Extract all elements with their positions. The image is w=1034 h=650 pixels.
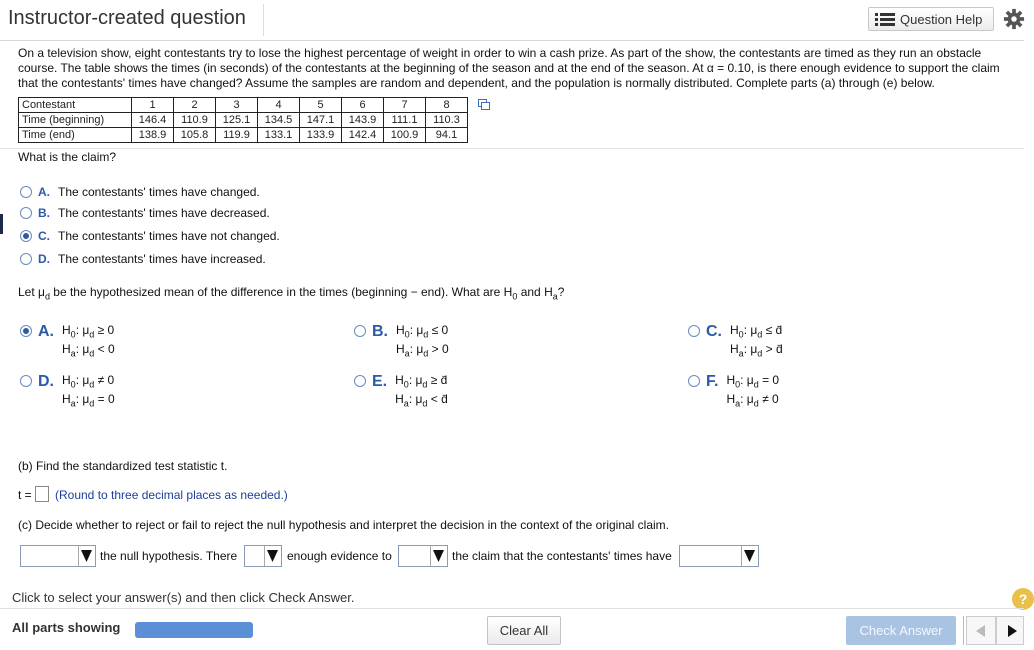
table-cell: 110.9 xyxy=(174,113,216,128)
clear-all-button[interactable]: Clear All xyxy=(487,616,561,645)
hypothesis-option-f[interactable] xyxy=(688,371,779,409)
radio-button[interactable] xyxy=(688,325,700,337)
h0-value: = 0 xyxy=(762,373,780,387)
table-cell: 133.9 xyxy=(300,128,342,143)
row-label: Contestant xyxy=(19,98,132,113)
is-is-not-dropdown[interactable] xyxy=(244,545,282,567)
parts-label: All parts showing xyxy=(12,620,121,635)
h0-value: ≤ d̄ xyxy=(765,323,783,337)
prompt-part: ? xyxy=(557,285,565,299)
rounding-hint: (Round to three decimal places as needed.) xyxy=(55,488,288,502)
problem-statement: On a television show, eight contestants try to lose the highest percentage of weight in order to win a cash prize. As part of the show, the contestants are timed as they run an obstacle course. The table shows the times (in seconds) of the contestants at the beginning of the season and at the end of the season. At α = 0.10, is there enough evidence to support the claim that the contestants' times have changed? Assume the samples are random and dependent, and the population is normally distributed. Complete parts (a) through (e) below. xyxy=(18,46,1000,90)
hypotheses-question xyxy=(18,285,564,301)
h0-value: ≥ d̄ xyxy=(430,373,448,387)
table-cell: 119.9 xyxy=(216,128,258,143)
copy-data-icon[interactable] xyxy=(478,99,490,110)
chevron-down-icon xyxy=(744,550,755,562)
radio-button[interactable] xyxy=(354,375,366,387)
table-cell: 94.1 xyxy=(426,128,468,143)
hypothesis-option-e[interactable] xyxy=(354,371,448,409)
radio-button[interactable] xyxy=(20,375,32,387)
hypothesis-option-c[interactable] xyxy=(688,321,783,359)
check-answer-button[interactable]: Check Answer xyxy=(846,616,956,645)
table-cell: 5 xyxy=(300,98,342,113)
footer-divider xyxy=(0,608,1024,609)
option-letter: D. xyxy=(38,252,50,266)
list-icon xyxy=(875,13,895,26)
table-cell: 133.1 xyxy=(258,128,300,143)
claim-option-c[interactable] xyxy=(20,229,280,243)
chevron-down-icon xyxy=(81,550,92,562)
table-cell: 111.1 xyxy=(384,113,426,128)
table-cell: 1 xyxy=(132,98,174,113)
right-arrow-icon xyxy=(1008,625,1017,637)
table-cell: 134.5 xyxy=(258,113,300,128)
previous-button[interactable] xyxy=(966,616,996,645)
table-cell: 100.9 xyxy=(384,128,426,143)
hypothesis-pair: $H_0$: $\mu_d$ ≥ d̄ $H_a$: $\mu_d$ < d̄ xyxy=(395,373,448,409)
left-edge-marker xyxy=(0,214,3,234)
part-c-question: (c) Decide whether to reject or fail to reject the null hypothesis and interpret the decision in the context of the original claim. xyxy=(18,518,670,532)
dropdown-arrow-box xyxy=(430,546,447,566)
ha-value: > d̄ xyxy=(765,342,783,356)
ha-value: < d̄ xyxy=(430,392,448,406)
prompt-part: and H xyxy=(517,285,553,299)
dropdown-arrow-box xyxy=(264,546,281,566)
table-row xyxy=(19,128,468,143)
ha-value: = 0 xyxy=(97,392,115,406)
option-text: The contestants' times have changed. xyxy=(58,185,260,199)
table-cell: 105.8 xyxy=(174,128,216,143)
option-letter: C. xyxy=(706,323,722,340)
option-letter: C. xyxy=(38,229,50,243)
radio-button[interactable] xyxy=(354,325,366,337)
table-cell: 8 xyxy=(426,98,468,113)
option-text: The contestants' times have not changed. xyxy=(58,229,280,243)
radio-button[interactable] xyxy=(20,253,32,265)
instruction-message: Click to select your answer(s) and then click Check Answer. xyxy=(12,590,355,605)
table-cell: 146.4 xyxy=(132,113,174,128)
h0-value: ≠ 0 xyxy=(97,373,115,387)
table-cell: 138.9 xyxy=(132,128,174,143)
h0-value: ≥ 0 xyxy=(97,323,115,337)
table-cell: 110.3 xyxy=(426,113,468,128)
claim-conclusion-dropdown[interactable] xyxy=(679,545,759,567)
header-bar xyxy=(0,0,1024,41)
table-cell: 143.9 xyxy=(342,113,384,128)
left-arrow-icon xyxy=(976,625,985,637)
help-icon[interactable]: ? xyxy=(1012,588,1034,610)
hypothesis-pair: $H_0$: $\mu_d \ne 0$ $H_a$: $\mu_d = 0$ xyxy=(62,373,115,409)
progress-bar xyxy=(135,622,253,638)
prompt-part: be the hypothesized mean of the difference in the times (beginning − end). What are H xyxy=(49,285,513,299)
prompt-sub: d xyxy=(44,291,50,302)
hypothesis-option-d[interactable] xyxy=(20,371,115,409)
option-letter: A. xyxy=(38,323,54,340)
row-label: Time (beginning) xyxy=(19,113,132,128)
part-b-question: (b) Find the standardized test statistic t. xyxy=(18,459,228,473)
option-letter: A. xyxy=(38,185,50,199)
radio-button-selected[interactable] xyxy=(20,230,32,242)
option-text: The contestants' times have decreased. xyxy=(58,206,270,220)
prompt-sub: 0 xyxy=(512,291,518,302)
hypothesis-option-b[interactable] xyxy=(354,321,449,359)
hypothesis-pair: $H_0$: $\mu_d$ ≤ d̄ $H_a$: $\mu_d$ > d̄ xyxy=(730,323,783,359)
option-letter: B. xyxy=(38,206,50,220)
support-reject-dropdown[interactable] xyxy=(398,545,448,567)
header-divider xyxy=(263,4,264,36)
radio-button[interactable] xyxy=(688,375,700,387)
option-text: The contestants' times have increased. xyxy=(58,252,266,266)
part-c-text-2: enough evidence to xyxy=(287,549,392,563)
table-cell: 4 xyxy=(258,98,300,113)
question-help-button[interactable] xyxy=(868,7,994,31)
row-label: Time (end) xyxy=(19,128,132,143)
table-cell: 6 xyxy=(342,98,384,113)
gear-icon[interactable] xyxy=(1003,8,1025,30)
radio-button-selected[interactable] xyxy=(20,325,32,337)
next-button[interactable] xyxy=(996,616,1024,645)
option-letter: D. xyxy=(38,373,54,390)
table-cell: 3 xyxy=(216,98,258,113)
claim-option-a[interactable] xyxy=(20,185,260,199)
table-row xyxy=(19,113,468,128)
table-cell: 2 xyxy=(174,98,216,113)
chevron-down-icon xyxy=(267,550,278,562)
option-letter: E. xyxy=(372,373,388,390)
ha-value: > 0 xyxy=(431,342,449,356)
table-cell: 125.1 xyxy=(216,113,258,128)
dropdown-arrow-box xyxy=(78,546,95,566)
hypothesis-pair: $H_0$: $\mu_d = 0$ $H_a$: $\mu_d \ne 0$ xyxy=(726,373,780,409)
h0-value: ≤ 0 xyxy=(431,323,449,337)
radio-button[interactable] xyxy=(20,207,32,219)
prompt-part: Let μ xyxy=(18,285,45,299)
option-letter: F. xyxy=(706,373,719,390)
table-cell: 7 xyxy=(384,98,426,113)
table-cell: 147.1 xyxy=(300,113,342,128)
data-table xyxy=(18,97,468,143)
t-label: t = xyxy=(18,488,32,502)
page-title: Instructor-created question xyxy=(8,7,246,29)
t-statistic-input[interactable] xyxy=(35,486,49,502)
option-letter: B. xyxy=(372,323,388,340)
table-cell: 142.4 xyxy=(342,128,384,143)
chevron-down-icon xyxy=(433,550,444,562)
question-help-label: Question Help xyxy=(900,11,983,27)
hypothesis-pair: $H_0$: $\mu_d \le 0$ $H_a$: $\mu_d > 0$ xyxy=(396,323,449,359)
ha-value: < 0 xyxy=(97,342,115,356)
dropdown-arrow-box xyxy=(741,546,758,566)
part-c-text-1: the null hypothesis. There xyxy=(100,549,238,563)
prompt-sub: a xyxy=(552,291,558,302)
radio-button[interactable] xyxy=(20,186,32,198)
claim-question: What is the claim? xyxy=(18,150,117,164)
claim-option-b[interactable] xyxy=(20,206,270,220)
nav-divider xyxy=(963,616,964,645)
ha-value: ≠ 0 xyxy=(762,392,779,406)
hypothesis-option-a[interactable] xyxy=(20,321,115,359)
decision-dropdown[interactable] xyxy=(20,545,96,567)
section-divider xyxy=(0,148,1024,149)
table-row xyxy=(19,98,468,113)
claim-option-d[interactable] xyxy=(20,252,266,266)
part-c-text-3: the claim that the contestants' times have xyxy=(452,549,672,563)
hypothesis-pair: $H_0$: $\mu_d \ge 0$ $H_a$: $\mu_d < 0$ xyxy=(62,323,115,359)
